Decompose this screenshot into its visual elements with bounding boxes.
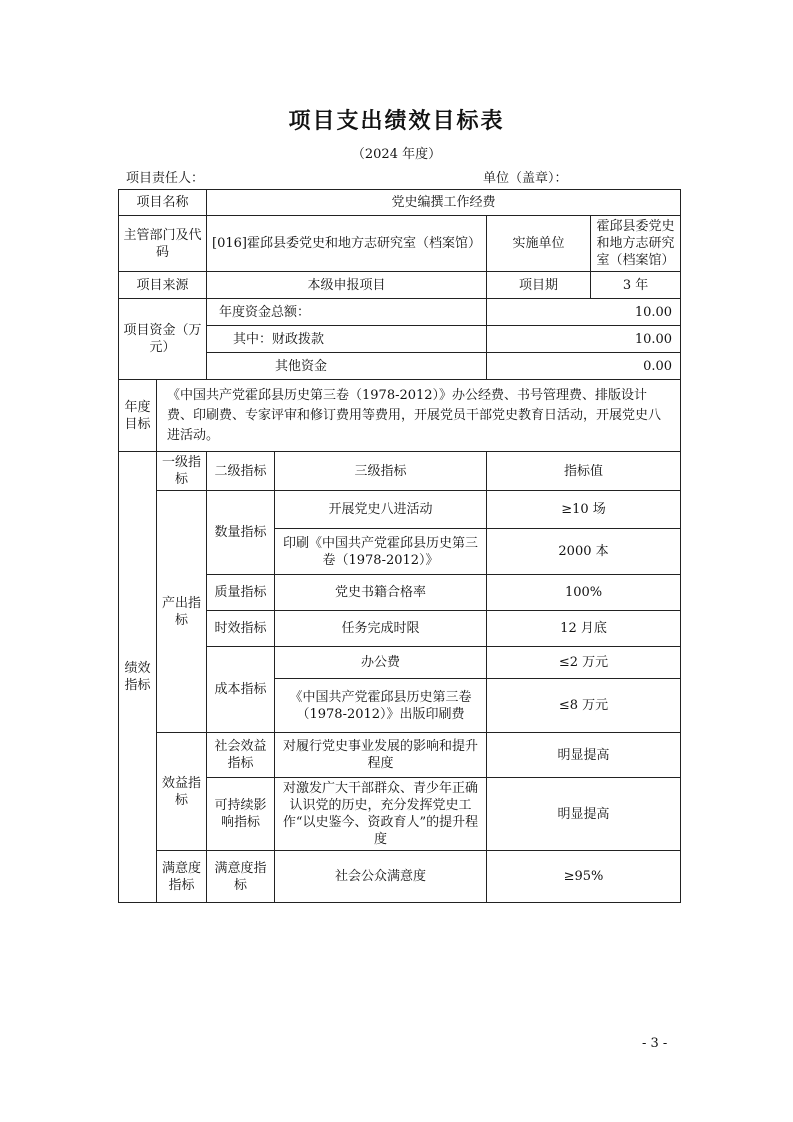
page-title: 项目支出绩效目标表 <box>288 108 505 134</box>
funds-other-label: 其他资金 <box>207 353 487 380</box>
benefit-indicators-label: 效益指标 <box>157 733 207 851</box>
timeliness-1-value: 12 月底 <box>487 611 681 647</box>
funds-total-label: 年度资金总额： <box>207 299 487 326</box>
row-quantity-1 <box>119 491 681 529</box>
responsible-person-label: 项目责任人： <box>126 171 205 186</box>
funds-fiscal-label: 其中：财政拨款 <box>207 326 487 353</box>
implementing-unit-value: 霍邱县委党史和地方志研究室（档案馆） <box>591 216 681 272</box>
page-number: - 3 - <box>642 1036 668 1051</box>
funds-label: 项目资金（万元） <box>119 299 207 380</box>
row-funds-total <box>119 299 681 326</box>
quality-1-name: 党史书籍合格率 <box>275 575 487 611</box>
header-value: 指标值 <box>487 452 681 491</box>
cost-2-value: ≤8 万元 <box>487 679 681 733</box>
quantity-1-value: ≥10 场 <box>487 491 681 529</box>
quantity-indicators-label: 数量指标 <box>207 491 275 575</box>
row-project-source <box>119 272 681 299</box>
header-level1: 一级指标 <box>157 452 207 491</box>
implementing-unit-label: 实施单位 <box>487 216 591 272</box>
cost-indicators-label: 成本指标 <box>207 647 275 733</box>
timeliness-indicators-label: 时效指标 <box>207 611 275 647</box>
cost-1-name: 办公费 <box>275 647 487 679</box>
cost-1-value: ≤2 万元 <box>487 647 681 679</box>
project-source-value: 本级申报项目 <box>207 272 487 299</box>
performance-indicators-label: 绩效指标 <box>119 452 157 903</box>
row-annual-goal <box>119 380 681 452</box>
satisfaction-1-name: 社会公众满意度 <box>275 851 487 903</box>
header-level2: 二级指标 <box>207 452 275 491</box>
satisfaction-1-value: ≥95% <box>487 851 681 903</box>
department-label: 主管部门及代码 <box>119 216 207 272</box>
quality-indicators-label: 质量指标 <box>207 575 275 611</box>
social-benefit-indicators-label: 社会效益指标 <box>207 733 275 778</box>
cost-2-name: 《中国共产党霍邱县历史第三卷（1978-2012）》出版印刷费 <box>275 679 487 733</box>
satisfaction-indicators-level2-label: 满意度指标 <box>207 851 275 903</box>
quantity-1-name: 开展党史八进活动 <box>275 491 487 529</box>
year-subtitle: （2024 年度） <box>351 147 442 162</box>
performance-target-table <box>118 189 681 903</box>
row-indicator-headers <box>119 452 681 491</box>
project-name-value: 党史编撰工作经费 <box>207 190 681 216</box>
sustainability-indicators-label: 可持续影响指标 <box>207 778 275 851</box>
output-indicators-label: 产出指标 <box>157 491 207 733</box>
row-department <box>119 216 681 272</box>
project-source-label: 项目来源 <box>119 272 207 299</box>
department-value: [016]霍邱县委党史和地方志研究室（档案馆） <box>207 216 487 272</box>
quality-1-value: 100% <box>487 575 681 611</box>
quantity-2-name: 印刷《中国共产党霍邱县历史第三卷（1978-2012）》 <box>275 529 487 575</box>
social-benefit-1-name: 对履行党史事业发展的影响和提升程度 <box>275 733 487 778</box>
header-level3: 三级指标 <box>275 452 487 491</box>
funds-fiscal-value: 10.00 <box>487 326 681 353</box>
funds-other-value: 0.00 <box>487 353 681 380</box>
annual-goal-label: 年度目标 <box>119 380 157 452</box>
funds-total-value: 10.00 <box>487 299 681 326</box>
row-satisfaction-1 <box>119 851 681 903</box>
quantity-2-value: 2000 本 <box>487 529 681 575</box>
unit-stamp-label: 单位（盖章）： <box>483 171 568 186</box>
satisfaction-indicators-level1-label: 满意度指标 <box>157 851 207 903</box>
sustainability-1-name: 对激发广大干部群众、青少年正确认识党的历史，充分发挥党史工作“以史鉴今、资政育人”的提升程度 <box>275 778 487 851</box>
sustainability-1-value: 明显提高 <box>487 778 681 851</box>
row-social-benefit-1 <box>119 733 681 778</box>
project-period-label: 项目期 <box>487 272 591 299</box>
project-name-label: 项目名称 <box>119 190 207 216</box>
project-period-value: 3 年 <box>591 272 681 299</box>
social-benefit-1-value: 明显提高 <box>487 733 681 778</box>
row-project-name <box>119 190 681 216</box>
timeliness-1-name: 任务完成时限 <box>275 611 487 647</box>
annual-goal-text: 《中国共产党霍邱县历史第三卷（1978-2012）》办公经费、书号管理费、排版设计费、印刷费、专家评审和修订费用等费用，开展党员干部党史教育日活动，开展党史八进活动。 <box>157 380 681 452</box>
